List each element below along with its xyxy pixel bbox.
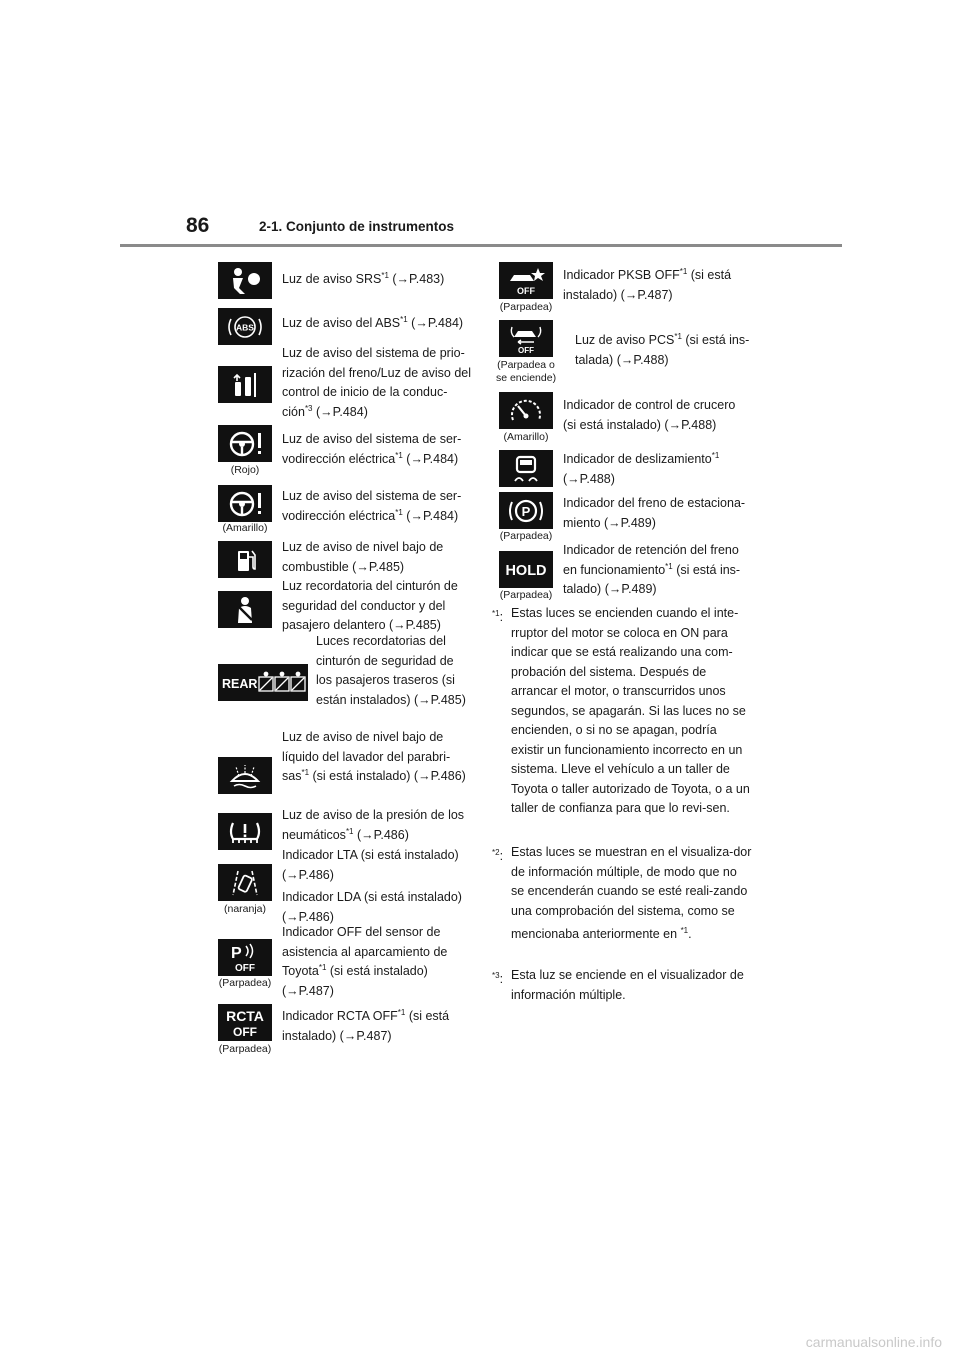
brake-hold-text: Indicador de retención del freno en funcionamiento$^{*1}$ (si está ins-talado) (→P.489) [563, 543, 741, 596]
pksb-off-icon [499, 262, 553, 299]
brake-hold-caption: (Parpadea) [499, 589, 553, 601]
cruise-text: Indicador de control de crucero (si está instalado) (→P.488) [563, 398, 736, 432]
seatbelt-reminder-icon [218, 591, 272, 628]
pksb-text: Indicador PKSB OFF$^{*1}$ (si está instalado) (→P.487) [563, 266, 732, 302]
header-rule [120, 244, 842, 247]
parking-assist-caption: (Parpadea) [218, 977, 272, 989]
brake-hold-icon [499, 551, 553, 588]
off-icon-label: OFF [235, 962, 255, 974]
section-title: 2-1. Conjunto de instrumentos [259, 219, 455, 234]
footnote-3: $^{*3}$: Esta luz se enciende en el visualizador de información múltiple. [492, 968, 744, 1002]
watermark: carmanualsonline.info [805, 1334, 942, 1350]
svg-text:P: P [231, 944, 242, 962]
parking-assist-text: Indicador OFF del sensor de asistencia al aparcamiento de Toyota$^{*1}$ (si está instalado) (→P.487) [282, 925, 448, 998]
rcta-off-icon [218, 1004, 272, 1041]
steering-amber-text: Luz de aviso del sistema de ser-vodirección eléctrica$^{*1}$ (→P.484) [282, 489, 462, 523]
abs-warning-text: Luz de aviso del ABS$^{*1}$ (→P.484) [282, 314, 464, 330]
lda-text: Indicador LDA (si está instalado) (→P.486) [282, 890, 462, 924]
steering-warning-icon [218, 485, 272, 522]
parking-assist-off-icon [218, 939, 272, 976]
rear-icon-label: REAR [222, 676, 258, 691]
cruise-control-icon [499, 392, 553, 429]
pcs-caption: (Parpadea o se enciende) [495, 359, 557, 384]
washer-fluid-text: Luz de aviso de nivel bajo de líquido del lavador del parabri-sas$^{*1}$ (si está instalado) (→P.486) [282, 730, 466, 783]
slip-text: Indicador de deslizamiento$^{*1}$ (→P.488) [563, 450, 720, 486]
fuel-low-text: Luz de aviso de nivel bajo de combustible (→P.485) [282, 540, 444, 574]
seatbelt-reminder-text: Luz recordatoria del cinturón de seguridad del conductor y del pasajero delantero (→P.485) [282, 579, 458, 632]
cruise-caption: (Amarillo) [503, 431, 549, 443]
slip-indicator-icon [499, 450, 553, 487]
steering-red-caption: (Rojo) [230, 464, 260, 476]
rear-seatbelt-icon [218, 664, 308, 701]
srs-warning-text: Luz de aviso SRS$^{*1}$ (→P.483) [282, 270, 445, 286]
steering-amber-caption: (Amarillo) [222, 522, 268, 534]
washer-fluid-icon [218, 757, 272, 794]
pcs-warning-icon [499, 320, 553, 357]
rear-seatbelt-text: Luces recordatorias del cinturón de seguridad de los pasajeros traseros (si están instalados) (→P.485) [316, 634, 466, 707]
tire-pressure-text: Luz de aviso de la presión de los neumáticos$^{*1}$ (→P.486) [282, 808, 465, 842]
hold-icon-label: HOLD [505, 562, 547, 579]
rcta-caption: (Parpadea) [218, 1043, 272, 1055]
lane-assist-caption: (naranja) [223, 903, 267, 915]
rcta-icon-label: RCTA [226, 1007, 264, 1024]
page-number: 86 [186, 214, 210, 237]
tire-pressure-icon [218, 813, 272, 850]
pcs-text: Luz de aviso PCS$^{*1}$ (si está ins-talada) (→P.488) [575, 331, 750, 367]
airbag-warning-icon [218, 262, 272, 299]
brake-override-icon [218, 366, 272, 403]
footnote-2: $^{*2}$: Estas luces se muestran en el visualiza-dor de información múltiple, de modo que no se encenderán cuando se esté reali-zando una comprobación del sistema, como se mencionaba anteriormente en $^{*1}$. [492, 845, 752, 942]
parking-brake-caption: (Parpadea) [499, 530, 553, 542]
abs-icon-label: ABS [236, 322, 254, 332]
lta-text: Indicador LTA (si está instalado) (→P.486) [282, 848, 459, 882]
off-icon-label: OFF [517, 285, 535, 296]
fuel-low-icon [218, 541, 272, 578]
off-icon-label: OFF [233, 1024, 257, 1039]
pksb-caption: (Parpadea) [499, 301, 553, 313]
svg-text:P: P [521, 503, 531, 519]
steering-warning-icon [218, 425, 272, 462]
lane-assist-icon [218, 864, 272, 901]
rcta-text: Indicador RCTA OFF$^{*1}$ (si está instalado) (→P.487) [282, 1007, 450, 1043]
brake-override-text: Luz de aviso del sistema de prio-rización del freno/Luz de aviso del control de inicio de la conduc-ción$^{*3}$ (→P.484) [282, 346, 472, 419]
off-icon-label: OFF [518, 345, 534, 355]
footnote-1: $^{*1}$: Estas luces se encienden cuando el inte-rruptor del motor se coloca en ON para indicar que se está realizando una com-probación del sistema. Después de arrancar el motor, o transcurridos unos segundos, se apagarán. Si las luces no se encienden, o si no se apagan, podría existir un funcionamiento incorrecto en un sistema. Lleve el vehículo a un taller de Toyota o taller autorizado de Toyota, o a un taller de confianza para que lo revi-sen. [492, 606, 750, 815]
abs-warning-icon [218, 308, 272, 345]
parking-brake-text: Indicador del freno de estaciona-miento (→P.489) [563, 496, 746, 530]
parking-brake-icon [499, 492, 553, 529]
steering-red-text: Luz de aviso del sistema de ser-vodirección eléctrica$^{*1}$ (→P.484) [282, 432, 462, 466]
